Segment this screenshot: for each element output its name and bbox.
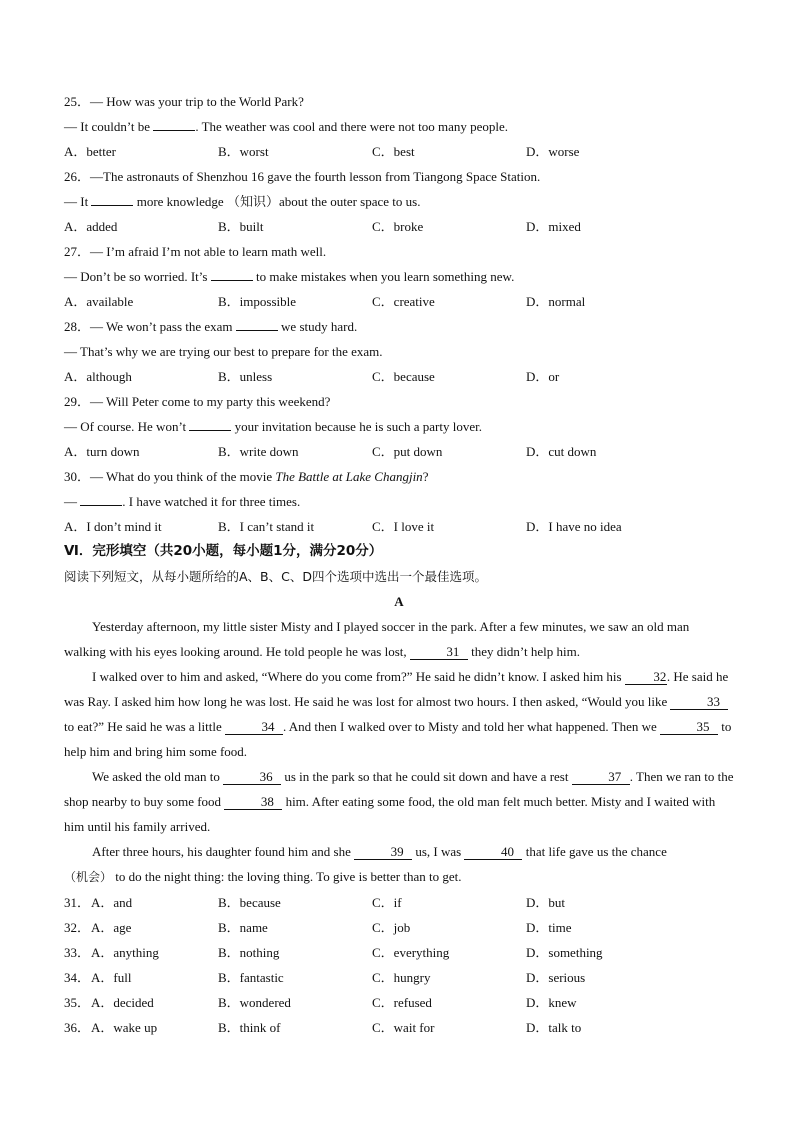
passage-text: After three hours, his daughter found him and she	[92, 844, 355, 859]
question-25-reply	[64, 114, 734, 139]
option-b: B．worst	[218, 144, 269, 159]
passage-paragraph-3	[64, 764, 734, 839]
option-c: C．if	[372, 895, 402, 910]
question-29-options	[64, 439, 734, 464]
question-number: 35．	[64, 995, 91, 1010]
option-c: C．hungry	[372, 970, 431, 985]
option-a	[64, 965, 218, 990]
option-c: C．I love it	[372, 519, 435, 534]
question-25-options	[64, 139, 734, 164]
passage-text: us, I was	[412, 844, 465, 859]
passage-text: Yesterday afternoon, my little sister Misty and I played soccer in the park. After a few minutes, we saw an old man walking with his eyes looking around. He told people he was lost,	[64, 619, 690, 659]
passage-text: . He said he was Ray. I asked him how long he was lost. He said he was lost for almost two hours. I then asked, “Would you like	[64, 669, 729, 709]
option-d: D．serious	[526, 970, 586, 985]
question-28-reply: — That’s why we are trying our best to prepare for the exam.	[64, 344, 383, 359]
question-27-options	[64, 289, 734, 314]
cloze-options	[64, 890, 734, 1040]
passage-text: they didn’t help him.	[467, 644, 580, 659]
question-26-options	[64, 214, 734, 239]
passage-text: that life gave us the chance	[522, 844, 667, 859]
option-d: D．normal	[526, 294, 586, 309]
blank-31: 31	[410, 645, 468, 660]
blank-34: 34	[225, 720, 283, 735]
cloze-option-row	[64, 890, 734, 915]
option-b: B．wondered	[218, 995, 291, 1010]
option-b: B．I can’t stand it	[218, 519, 315, 534]
option-b: B．because	[218, 895, 281, 910]
question-28-options	[64, 364, 734, 389]
cloze-option-row	[64, 990, 734, 1015]
option-c: C．everything	[372, 945, 450, 960]
option-b: B．unless	[218, 369, 273, 384]
question-29-reply	[64, 414, 734, 439]
stem-text: 30．— What do you think of the movie	[64, 469, 276, 484]
option-d: D．I have no idea	[526, 519, 622, 534]
option-a	[64, 915, 218, 940]
option-a: A．better	[64, 144, 116, 159]
cloze-option-row	[64, 915, 734, 940]
option-a: A．available	[64, 294, 134, 309]
option-a: A．turn down	[64, 444, 140, 459]
passage-heading: A	[394, 594, 404, 609]
blank-36: 36	[223, 770, 281, 785]
reply-text: — Don’t be so worried. It’s	[64, 269, 211, 284]
passage-paragraph-1	[64, 614, 734, 664]
blank-37: 37	[572, 770, 630, 785]
question-27-reply	[64, 264, 734, 289]
option-d: D．but	[526, 895, 566, 910]
reply-text: — It	[64, 194, 92, 209]
option-b: B．fantastic	[218, 970, 284, 985]
passage-text: to help him and bring him some food.	[64, 719, 732, 759]
blank-39: 39	[354, 845, 412, 860]
passage-text: . And then I walked over to Misty and told her what happened. Then we	[283, 719, 661, 734]
option-a	[64, 990, 218, 1015]
question-26-reply	[64, 189, 734, 214]
option-d: D．worse	[526, 144, 580, 159]
option-text: A．decided	[91, 995, 154, 1010]
question-number: 33．	[64, 945, 91, 960]
option-b: B．name	[218, 920, 268, 935]
reply-text: more knowledge （知识）about the outer space to us.	[133, 194, 421, 209]
passage-text: We asked the old man to	[92, 769, 224, 784]
stem-text: ?	[422, 469, 429, 484]
stem-text: we study hard.	[277, 319, 358, 334]
passage-paragraph-4	[64, 839, 734, 890]
reply-text: to make mistakes when you learn something new.	[252, 269, 515, 284]
answer-blank	[236, 316, 278, 331]
cloze-option-row	[64, 940, 734, 965]
option-b: B．impossible	[218, 294, 297, 309]
passage-text: （机会）	[64, 870, 113, 884]
option-a: A．added	[64, 219, 118, 234]
blank-38: 38	[224, 795, 282, 810]
question-30-reply	[64, 489, 734, 514]
question-number: 32．	[64, 920, 91, 935]
blank-33: 33	[670, 695, 728, 710]
option-b: B．think of	[218, 1020, 281, 1035]
option-c: C．broke	[372, 219, 424, 234]
answer-blank	[91, 191, 133, 206]
blank-35: 35	[660, 720, 718, 735]
passage-text: him. After eating some food, the old man felt much better. Misty and I waited with him until his family arrived.	[64, 794, 716, 834]
answer-blank	[80, 491, 122, 506]
option-text: A．age	[91, 920, 132, 935]
option-c: C．wait for	[372, 1020, 435, 1035]
reply-text: — It couldn’t be	[64, 119, 154, 134]
option-b: B．built	[218, 219, 264, 234]
option-a	[64, 940, 218, 965]
option-c: C．creative	[372, 294, 435, 309]
question-30-options	[64, 514, 734, 539]
question-29-stem: 29．— Will Peter come to my party this weekend?	[64, 394, 331, 409]
option-c: C．because	[372, 369, 435, 384]
option-d: D．cut down	[526, 444, 597, 459]
option-c: C．job	[372, 920, 411, 935]
option-b: B．write down	[218, 444, 299, 459]
option-d: D．mixed	[526, 219, 581, 234]
question-30-stem	[64, 464, 734, 489]
option-text: A．and	[91, 895, 133, 910]
answer-blank	[211, 266, 253, 281]
passage-text: us in the park so that he could sit down and have a rest	[281, 769, 572, 784]
cloze-option-row	[64, 965, 734, 990]
passage-text: to do the night thing: the loving thing. To give is better than to get.	[112, 869, 462, 884]
question-26-stem: 26．—The astronauts of Shenzhou 16 gave the fourth lesson from Tiangong Space Station.	[64, 169, 541, 184]
option-c: C．best	[372, 144, 415, 159]
blank-40: 40	[464, 845, 522, 860]
passage-text: . Then we ran to the shop nearby to buy some food	[64, 769, 734, 809]
option-d: D．something	[526, 945, 603, 960]
question-28-stem	[64, 314, 734, 339]
stem-text: 28．— We won’t pass the exam	[64, 319, 236, 334]
cloze-option-row	[64, 1015, 734, 1040]
answer-blank	[153, 116, 195, 131]
section-instruction: 阅读下列短文，从每小题所给的A、B、C、D四个选项中选出一个最佳选项。	[64, 569, 487, 584]
movie-title: The Battle at Lake Changjin	[275, 469, 423, 484]
option-c: C．refused	[372, 995, 432, 1010]
passage-paragraph-2	[64, 664, 734, 764]
question-number: 31．	[64, 895, 91, 910]
option-text: A．wake up	[91, 1020, 158, 1035]
reply-text: your invitation because he is such a party lover.	[231, 419, 482, 434]
question-25-stem: 25．— How was your trip to the World Park?	[64, 94, 304, 109]
reply-text: — Of course. He won’t	[64, 419, 190, 434]
option-c: C．put down	[372, 444, 443, 459]
exam-page	[64, 89, 734, 1040]
question-number: 36．	[64, 1020, 91, 1035]
reply-text: . I have watched it for three times.	[122, 494, 301, 509]
option-d: D．or	[526, 369, 560, 384]
reply-text: . The weather was cool and there were not too many people.	[195, 119, 509, 134]
section-title: Ⅵ．完形填空（共20小题，每小题1分，满分20分）	[64, 543, 383, 559]
option-d: D．time	[526, 920, 572, 935]
option-d: D．talk to	[526, 1020, 582, 1035]
question-27-stem: 27．— I’m afraid I’m not able to learn math well.	[64, 244, 327, 259]
reply-text: —	[64, 494, 81, 509]
option-a: A．although	[64, 369, 132, 384]
option-a: A．I don’t mind it	[64, 519, 162, 534]
option-text: A．full	[91, 970, 132, 985]
option-text: A．anything	[91, 945, 159, 960]
option-b: B．nothing	[218, 945, 280, 960]
question-number: 34．	[64, 970, 91, 985]
option-a	[64, 890, 218, 915]
answer-blank	[189, 416, 231, 431]
option-d: D．knew	[526, 995, 577, 1010]
passage-text: I walked over to him and asked, “Where do you come from?” He said he didn’t know. I asked him his	[92, 669, 625, 684]
passage-text: to eat?” He said he was a little	[64, 719, 225, 734]
cloze-passage	[64, 614, 734, 890]
option-a	[64, 1015, 218, 1040]
blank-32: 32	[625, 670, 667, 685]
